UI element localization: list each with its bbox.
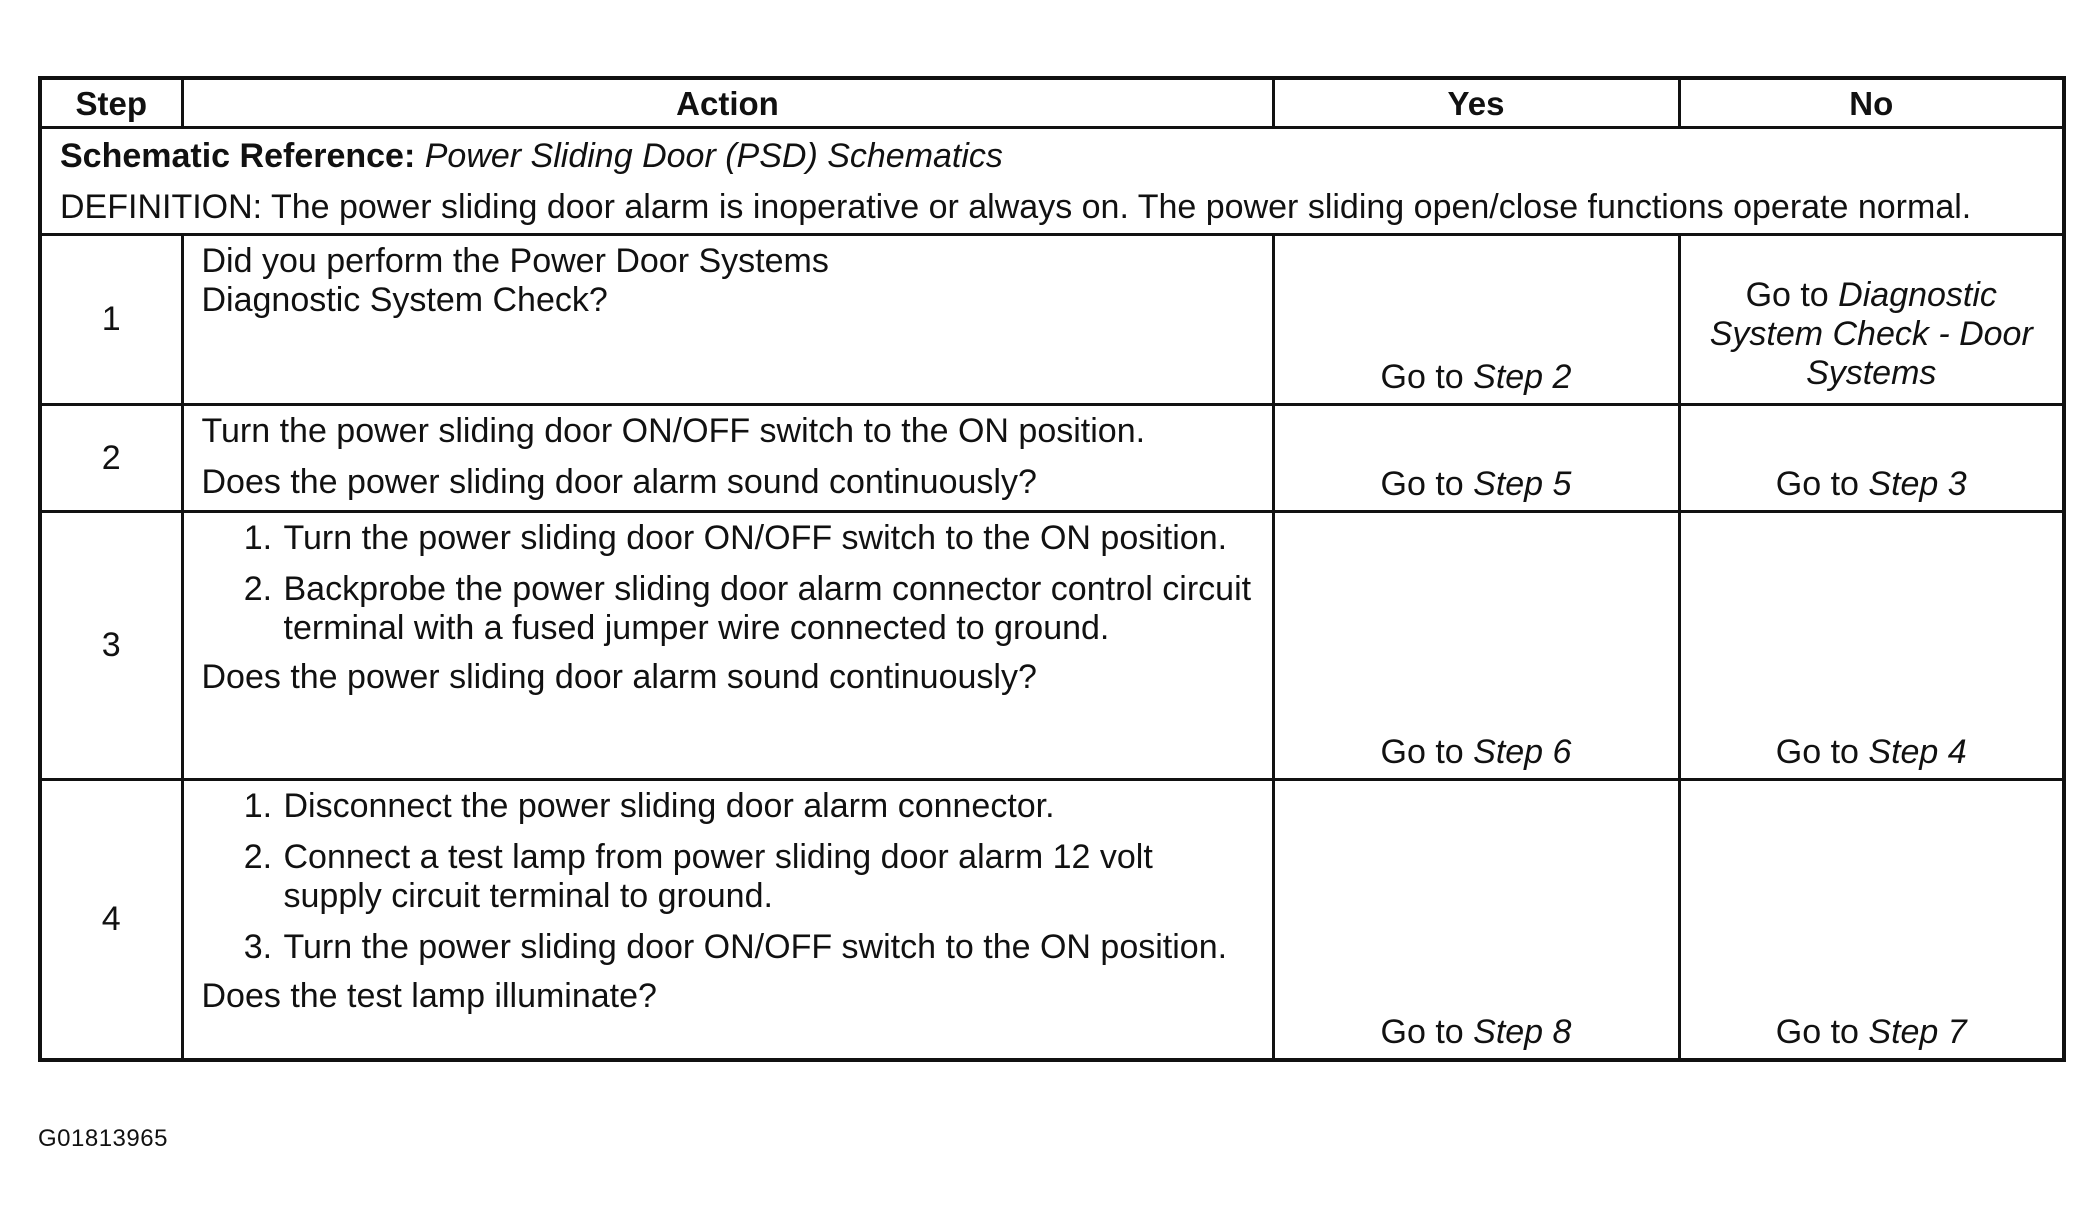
table-row	[40, 512, 2064, 780]
yes-target-link[interactable]: Step 6	[1473, 733, 1572, 771]
step-question: Did you perform the Power Door Systems Diagnostic System Check?	[201, 242, 829, 319]
reference-cell	[40, 128, 2064, 235]
figure-id: G01813965	[38, 1125, 168, 1152]
header-no: No	[1679, 78, 2064, 128]
table-row	[40, 780, 2064, 1060]
no-cell	[1679, 780, 2064, 1060]
yes-target-link[interactable]: Step 8	[1473, 1012, 1572, 1051]
yes-target-link[interactable]: Step 5	[1473, 465, 1572, 503]
step-number: 3	[40, 512, 182, 780]
action-cell	[182, 405, 1273, 512]
reference-row	[40, 128, 2064, 235]
step-number: 4	[40, 780, 182, 1060]
procedure-item: 1. Turn the power sliding door ON/OFF switch to the ON position.	[282, 519, 1254, 558]
yes-prefix: Go to	[1380, 733, 1474, 771]
table-row	[40, 405, 2064, 512]
yes-cell	[1273, 780, 1679, 1060]
diagnostic-table	[38, 76, 2066, 1062]
action-cell	[182, 512, 1273, 780]
schematic-reference	[60, 137, 2044, 176]
step-number: 1	[40, 235, 182, 405]
procedure-item: 3. Turn the power sliding door ON/OFF switch to the ON position.	[282, 928, 1254, 967]
schematic-reference-link[interactable]: Power Sliding Door (PSD) Schematics	[424, 137, 1003, 175]
yes-cell	[1273, 235, 1679, 405]
no-target-link[interactable]: Diagnostic System Check - Door Systems	[1709, 276, 2033, 392]
header-yes: Yes	[1273, 78, 1679, 128]
procedure-item: 1. Disconnect the power sliding door alarm connector.	[282, 787, 1254, 826]
step-question: Does the power sliding door alarm sound continuously?	[201, 658, 1037, 696]
step-procedure-list	[202, 519, 1254, 648]
no-target-link[interactable]: Step 4	[1868, 733, 1967, 771]
procedure-item: 2. Connect a test lamp from power sliding door alarm 12 volt supply circuit terminal to ground.	[282, 838, 1254, 916]
definition-text: DEFINITION: The power sliding door alarm is inoperative or always on. The power sliding open/close functions operate normal.	[60, 188, 1972, 226]
step-question: Does the test lamp illuminate?	[201, 977, 657, 1015]
yes-prefix: Go to	[1380, 1012, 1474, 1051]
no-cell	[1679, 405, 2064, 512]
action-cell	[182, 235, 1273, 405]
procedure-item: 2. Backprobe the power sliding door alarm connector control circuit terminal with a fused jumper wire connected to ground.	[282, 570, 1254, 648]
step-instruction: Turn the power sliding door ON/OFF switch to the ON position.	[201, 412, 1146, 450]
no-target-link[interactable]: Step 3	[1868, 465, 1967, 503]
step-procedure-list	[202, 787, 1254, 967]
yes-prefix: Go to	[1380, 465, 1474, 503]
table-header-row	[40, 78, 2064, 128]
yes-cell	[1273, 405, 1679, 512]
no-prefix: Go to	[1775, 733, 1869, 771]
no-cell	[1679, 235, 2064, 405]
no-prefix: Go to	[1745, 276, 1839, 314]
step-question: Does the power sliding door alarm sound continuously?	[201, 463, 1037, 501]
no-prefix: Go to	[1775, 1012, 1869, 1051]
header-step: Step	[40, 78, 182, 128]
step-number: 2	[40, 405, 182, 512]
yes-prefix: Go to	[1380, 358, 1474, 396]
no-prefix: Go to	[1775, 465, 1869, 503]
table-row	[40, 235, 2064, 405]
action-cell	[182, 780, 1273, 1060]
schematic-reference-label: Schematic Reference:	[60, 137, 416, 175]
header-action: Action	[182, 78, 1273, 128]
no-target-link[interactable]: Step 7	[1868, 1012, 1967, 1051]
no-cell	[1679, 512, 2064, 780]
yes-cell	[1273, 512, 1679, 780]
yes-target-link[interactable]: Step 2	[1473, 358, 1572, 396]
